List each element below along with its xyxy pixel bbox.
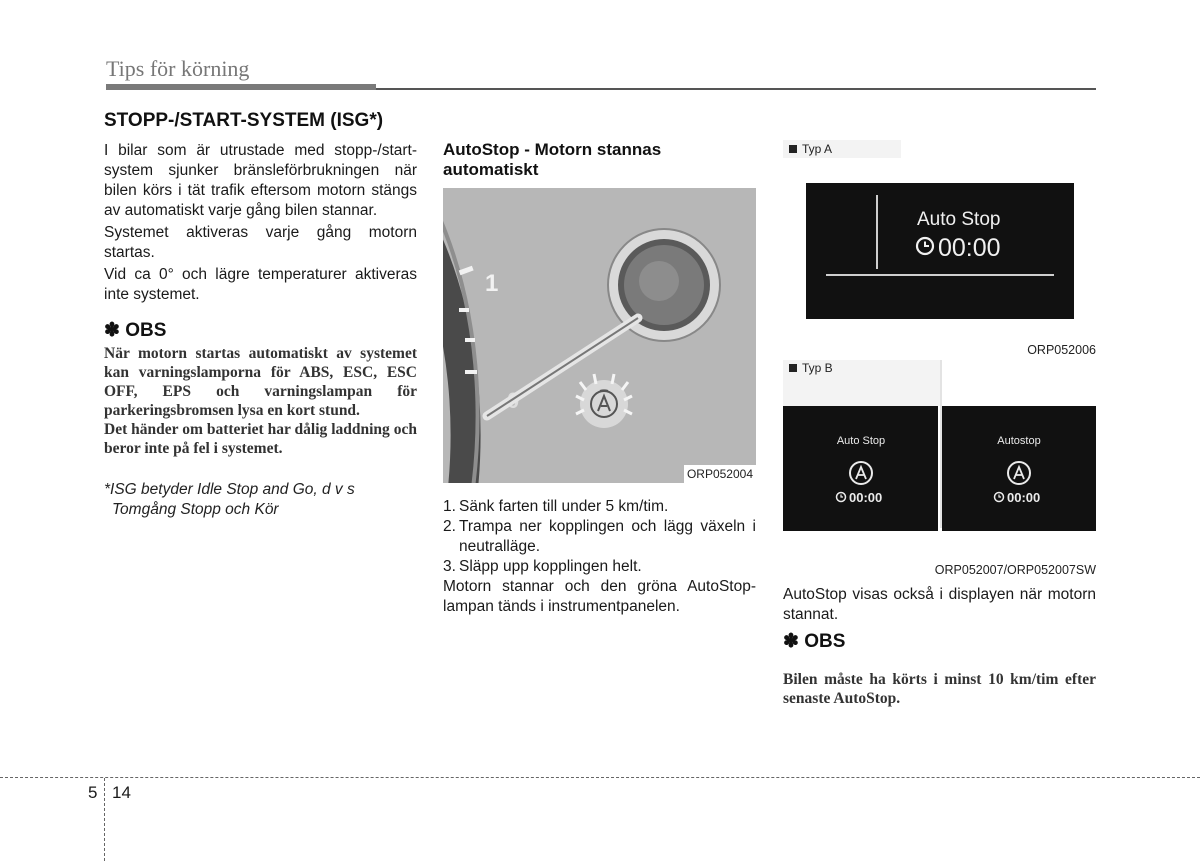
step-item: 3. Släpp upp kopplingen helt. [443, 558, 642, 575]
step-item: 2. Trampa ner kopplingen och lägg växeln i neutralläge. [443, 518, 756, 555]
running-header: Tips för körning [106, 56, 250, 81]
clock-icon [837, 493, 846, 502]
typ-b-left-display [783, 406, 938, 531]
header-rule [376, 88, 1096, 90]
typ-a-title: Auto Stop [917, 209, 1001, 230]
typ-b-right-display [942, 406, 1096, 531]
footer-rule [0, 777, 1200, 778]
isg-footnote-line1: *ISG betyder Idle Stop and Go, d v s [104, 481, 355, 498]
gauge-tick-label: 1 [485, 270, 499, 297]
autostop-icon [1008, 462, 1030, 484]
column-1 [104, 110, 417, 520]
typ-b-left-title: Auto Stop [836, 435, 886, 447]
header-bar [106, 84, 376, 90]
isg-footnote [104, 480, 417, 520]
figure-code: ORP052004 [684, 465, 756, 483]
obs-text-warning-lamps: När motorn startas automatiskt av systemet kan varningslamporna för ABS, ESC, ESC OFF, EPS och varningslampan för parkeringsbromsen lysa en kort stund. [104, 345, 417, 419]
typ-a-code: ORP052006 [1027, 343, 1096, 357]
page-number: 14 [112, 783, 131, 802]
obs-text-speed: Bilen måste ha körts i minst 10 km/tim efter senaste AutoStop. [783, 671, 1096, 707]
step-item: 1. Sänk farten till under 5 km/tim. [443, 498, 669, 515]
column-2 [443, 140, 756, 617]
autostop-heading: AutoStop - Motorn stannas automatiskt [443, 140, 662, 179]
gauge-figure [443, 188, 756, 483]
typ-a-display [806, 183, 1074, 319]
bullet-square-icon [789, 364, 797, 372]
clock-icon [917, 238, 933, 254]
typ-a-time: 00:00 [938, 234, 1001, 262]
gauge-illustration [443, 188, 756, 483]
typ-b-right-time: 00:00 [1007, 490, 1041, 505]
footer-divider [104, 778, 105, 861]
autostop-display-text: AutoStop visas också i displayen när motorn stannat. [783, 586, 1096, 623]
section-heading: STOPP-/START-SYSTEM (ISG*) [104, 110, 384, 131]
temperature-paragraph: Vid ca 0° och lägre temperaturer aktiveras inte systemet. [104, 266, 417, 303]
intro-paragraph: I bilar som är utrustade med stopp-/start-system sjunker bränsleförbrukningen när bilen körs i tät trafik eftersom motorn stängs av automatiskt varje gång bilen stannar. [104, 142, 417, 219]
activation-paragraph: Systemet aktiveras varje gång motorn startas. [104, 224, 417, 261]
clock-icon [995, 493, 1004, 502]
obs-heading-2: ✽ OBS [783, 631, 846, 652]
typ-b-label: Typ B [789, 361, 833, 375]
typ-b-right-title: Autostop [997, 435, 1041, 447]
autostop-result-text: Motorn stannar och den gröna AutoStop-lampan tänds i instrumentpanelen. [443, 578, 756, 615]
obs-text-battery: Det händer om batteriet har dålig laddning och beror inte på fel i systemet. [104, 421, 417, 457]
typ-a-label: Typ A [789, 142, 832, 156]
isg-footnote-line2: Tomgång Stopp och Kör [112, 501, 279, 518]
typ-b-left-time: 00:00 [849, 490, 883, 505]
column-3 [783, 140, 1096, 720]
autostop-icon [850, 462, 872, 484]
bullet-square-icon [789, 145, 797, 153]
section-number: 5 [88, 783, 98, 802]
obs-heading: ✽ OBS [104, 320, 167, 341]
steps-list [443, 497, 756, 577]
typ-b-code: ORP052007/ORP052007SW [934, 563, 1096, 577]
